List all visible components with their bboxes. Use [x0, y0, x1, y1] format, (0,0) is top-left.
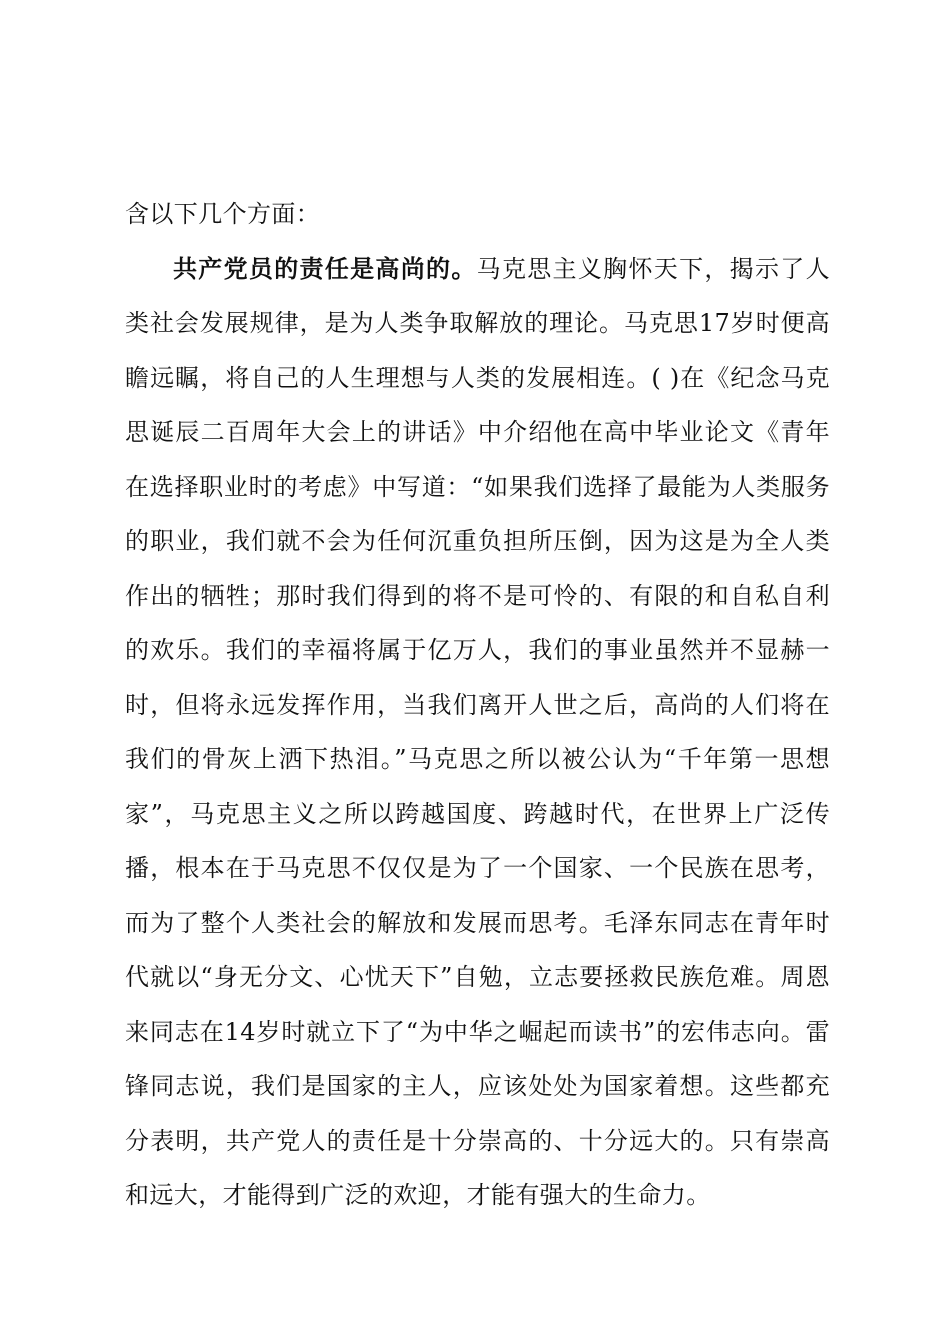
paragraph-lead-bold: 共产党员的责任是高尚的。 [173, 253, 477, 283]
main-paragraph [125, 242, 830, 1223]
paragraph-body: 马克思主义胸怀天下，揭示了人类社会发展规律，是为人类争取解放的理论。马克思17岁时便高瞻远瞩，将自己的人生理想与人类的发展相连。( )在《纪念马克思诞辰二百周年大会上的讲话》中介绍他在高中毕业论文《青年在选择职业时的考虑》中写道：“如果我们选择了最能为人类服务的职业，我们就不会为任何沉重负担所压倒，因为这是为全人类作出的牺牲；那时我们得到的将不是可怜的、有限的和自私自利的欢乐。我们的幸福将属于亿万人，我们的事业虽然并不显赫一时，但将永远发挥作用，当我们离开人世之后，高尚的人们将在我们的骨灰上洒下热泪。”马克思之所以被公认为“千年第一思想家”，马克思主义之所以跨越国度、跨越时代，在世界上广泛传播，根本在于马克思不仅仅是为了一个国家、一个民族在思考，而为了整个人类社会的解放和发展而思考。毛泽东同志在青年时代就以“身无分文、心忧天下”自勉，立志要拯救民族危难。周恩来同志在14岁时就立下了“为中华之崛起而读书”的宏伟志向。雷锋同志说，我们是国家的主人，应该处处为国家着想。这些都充分表明，共产党人的责任是十分崇高的、十分远大的。只有崇高和远大，才能得到广泛的欢迎，才能有强大的生命力。 [125, 254, 830, 1209]
intro-line: 含以下几个方面： [125, 200, 321, 228]
document-body [125, 187, 830, 1223]
